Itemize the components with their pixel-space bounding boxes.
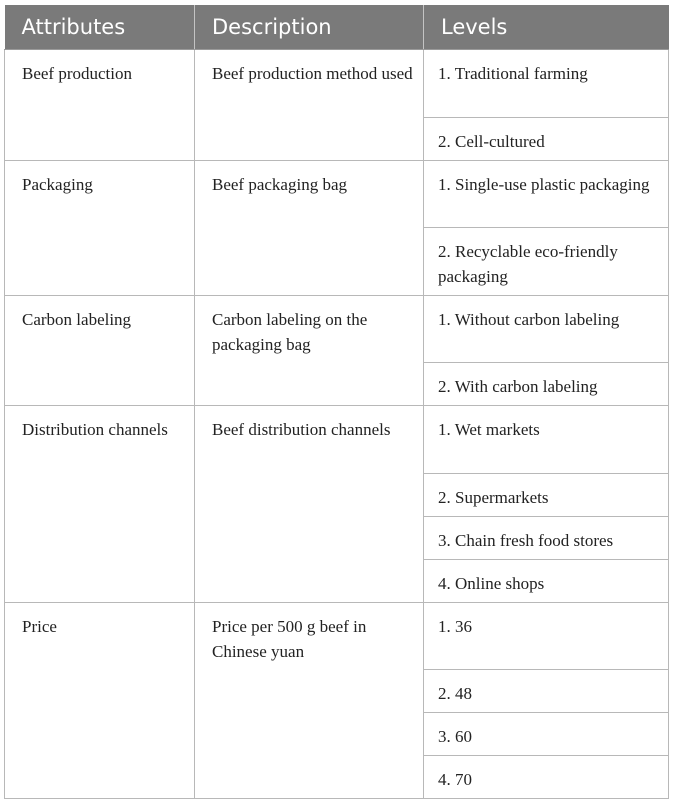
table-row [5,602,669,669]
description-cell: Beef distribution channels [195,405,424,602]
table-row [5,160,669,227]
level-cell: 2. Cell-cultured [424,117,669,160]
table-row [5,405,669,473]
level-cell: 2. Recyclable eco-friendly packaging [424,227,669,295]
attribute-cell: Carbon labeling [5,295,195,405]
level-cell: 1. Single-use plastic packaging [424,160,669,227]
level-cell: 4. Online shops [424,559,669,602]
level-cell: 1. Without carbon labeling [424,295,669,362]
level-cell: 1. Wet markets [424,405,669,473]
attribute-cell: Price [5,602,195,798]
table-body [5,49,669,798]
level-cell: 3. 60 [424,712,669,755]
level-cell: 3. Chain fresh food stores [424,516,669,559]
attribute-cell: Beef production [5,49,195,160]
header-description: Description [195,5,424,49]
description-cell: Carbon labeling on the packaging bag [195,295,424,405]
level-cell: 4. 70 [424,755,669,798]
level-cell: 2. With carbon labeling [424,362,669,405]
attributes-table [4,5,669,799]
table-header [5,5,669,49]
header-attributes: Attributes [5,5,195,49]
attribute-cell: Distribution channels [5,405,195,602]
attribute-cell: Packaging [5,160,195,295]
description-cell: Beef packaging bag [195,160,424,295]
level-cell: 2. 48 [424,669,669,712]
description-cell: Beef production method used [195,49,424,160]
table-row [5,295,669,362]
level-cell: 2. Supermarkets [424,473,669,516]
description-cell: Price per 500 g beef in Chinese yuan [195,602,424,798]
table-row [5,49,669,117]
header-levels: Levels [424,5,669,49]
level-cell: 1. Traditional farming [424,49,669,117]
level-cell: 1. 36 [424,602,669,669]
